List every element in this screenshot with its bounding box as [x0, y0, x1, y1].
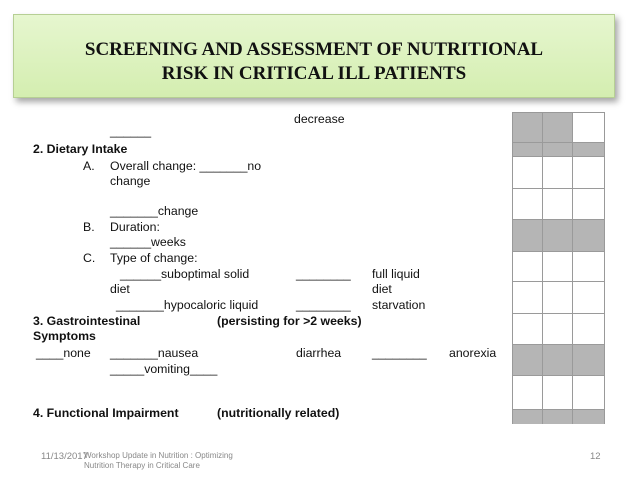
grid-row — [513, 113, 604, 142]
decrease-label: decrease — [294, 112, 345, 126]
grid-cell — [573, 220, 604, 252]
grid-cell — [543, 143, 573, 157]
grid-cell — [543, 314, 573, 345]
grid-row — [513, 219, 604, 252]
suboptimal-solid: ______suboptimal solid — [120, 267, 250, 281]
grid-cell — [573, 410, 604, 424]
functional-impairment-note: (nutritionally related) — [217, 406, 340, 420]
grid-cell — [543, 282, 573, 314]
blank-line-top: ______ — [110, 124, 152, 138]
grid-row — [513, 142, 604, 157]
grid-cell — [513, 143, 543, 157]
diet-label-1: diet — [110, 282, 130, 296]
starvation-label: starvation — [372, 298, 426, 312]
grid-row — [513, 251, 604, 282]
grid-cell — [573, 143, 604, 157]
grid-cell — [513, 410, 543, 424]
functional-impairment-heading: 4. Functional Impairment — [33, 406, 179, 420]
slide-title-line-1: SCREENING AND ASSESSMENT OF NUTRITIONAL — [84, 39, 544, 60]
full-liquid-label: full liquid — [372, 267, 420, 281]
item-b-label: B. — [83, 220, 95, 234]
blank-full-liquid: ________ — [296, 267, 351, 281]
grid-cell — [513, 252, 543, 282]
gi-heading: 3. Gastrointestinal — [33, 314, 141, 328]
item-a-label: A. — [83, 159, 95, 173]
slide-number: 12 — [590, 451, 601, 462]
diet-label-2: diet — [372, 282, 392, 296]
footer-workshop-line2: Nutrition Therapy in Critical Care — [84, 461, 200, 470]
grid-cell — [543, 252, 573, 282]
symptoms-heading: Symptoms — [33, 329, 96, 343]
grid-cell — [573, 345, 604, 376]
grid-cell — [543, 410, 573, 424]
overall-change-cont: change — [110, 174, 151, 188]
dietary-intake-heading: 2. Dietary Intake — [33, 142, 128, 156]
anorexia-option: anorexia — [449, 346, 497, 360]
gi-persist-note: (persisting for >2 weeks) — [217, 314, 362, 328]
duration-text: Duration: — [110, 220, 160, 234]
grid-row — [513, 281, 604, 314]
grid-row — [513, 344, 604, 376]
grid-cell — [543, 113, 573, 142]
grid-cell — [513, 113, 543, 142]
footer-date: 11/13/2017 — [41, 451, 88, 462]
blank-starvation: ________ — [296, 298, 351, 312]
footer-workshop-line1: Workshop Update in Nutrition : Optimizing — [84, 451, 233, 460]
grid-row — [513, 156, 604, 189]
type-of-change-text: Type of change: — [110, 251, 198, 265]
grid-cell — [513, 376, 543, 410]
hypocaloric-liquid: _______hypocaloric liquid — [116, 298, 259, 312]
grid-cell — [513, 189, 543, 220]
scoring-grid — [512, 112, 605, 424]
grid-cell — [573, 157, 604, 189]
slide-title-box — [13, 14, 615, 98]
grid-row — [513, 313, 604, 345]
nausea-option: _______nausea — [110, 346, 199, 360]
grid-cell — [543, 189, 573, 220]
overall-change-text: Overall change: _______no — [110, 159, 262, 173]
grid-row — [513, 409, 604, 424]
grid-cell — [513, 314, 543, 345]
grid-cell — [543, 345, 573, 376]
grid-cell — [573, 189, 604, 220]
diarrhea-blank: ________ — [372, 346, 427, 360]
grid-row — [513, 188, 604, 220]
grid-cell — [513, 282, 543, 314]
grid-cell — [573, 282, 604, 314]
item-c-label: C. — [83, 251, 96, 265]
grid-cell — [513, 345, 543, 376]
grid-row — [513, 375, 604, 410]
grid-cell — [513, 157, 543, 189]
grid-cell — [543, 376, 573, 410]
grid-cell — [573, 314, 604, 345]
none-option: ____none — [36, 346, 91, 360]
grid-cell — [573, 376, 604, 410]
diarrhea-option: diarrhea — [296, 346, 342, 360]
grid-cell — [573, 113, 604, 142]
slide-title-line-2: RISK IN CRITICAL ILL PATIENTS — [161, 63, 467, 84]
grid-cell — [543, 157, 573, 189]
vomiting-option: _____vomiting____ — [110, 362, 218, 376]
change-blank: _______change — [110, 204, 199, 218]
grid-cell — [573, 252, 604, 282]
weeks-blank: ______weeks — [110, 235, 186, 249]
grid-cell — [543, 220, 573, 252]
grid-cell — [513, 220, 543, 252]
